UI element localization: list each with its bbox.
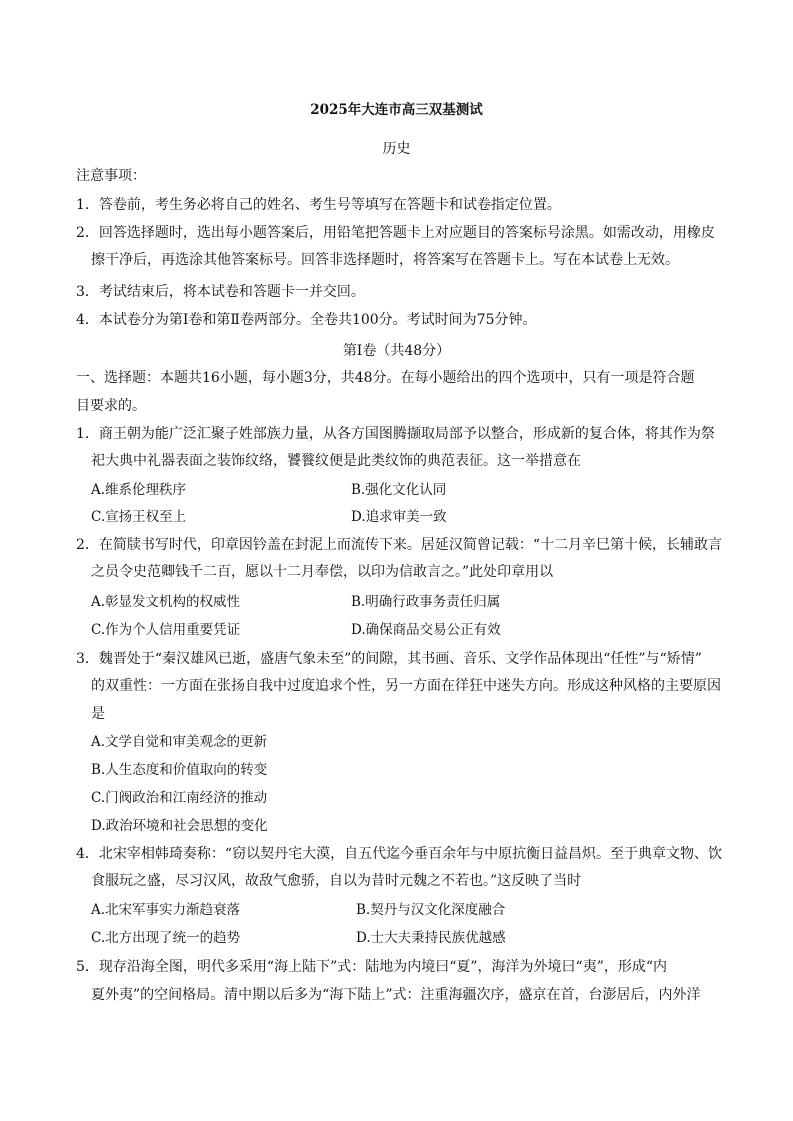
question-3-text: 是	[91, 706, 105, 722]
question-4-option-a: A.北宋军事实力渐趋衰落	[91, 902, 241, 918]
question-5-text: 5．现存沿海全图，明代多采用“海上陆下”式：陆地为内境曰“夏”，海洋为外境曰“夷”，形成“内	[76, 959, 668, 975]
question-4-option-d: D.士大夫秉持民族优越感	[356, 930, 506, 946]
question-1-text: 1．商王朝为能广泛汇聚子姓部族力量，从各方国图腾撷取局部予以整合，形成新的复合体，将其作为祭	[76, 426, 715, 442]
exam-title: 2025年大连市高三双基测试	[310, 102, 483, 118]
notes-heading: 注意事项：	[76, 168, 146, 184]
question-4-text: 食服玩之盛，尽习汉风，故敌气愈骄，自以为昔时元魏之不若也。”这反映了当时	[91, 873, 582, 889]
question-4-option-c: C.北方出现了统一的趋势	[91, 930, 241, 946]
question-1-option-c: C.宣扬王权至上	[91, 509, 187, 525]
note-line: 2．回答选择题时，选出每小题答案后，用铅笔把答题卡上对应题目的答案标号涂黑。如需改动，用橡皮	[76, 225, 715, 241]
question-5-text: 夏外夷”的空间格局。清中期以后多为“海下陆上”式：注重海疆次序，盛京在首，台澎居后，内外洋	[91, 987, 701, 1003]
question-2-text: 之员令史范卿钱千二百，愿以十二月奉偿，以印为信敢言之。”此处印章用以	[91, 564, 554, 580]
exam-subject: 历史	[382, 141, 411, 157]
question-2-option-b: B.明确行政事务责任归属	[351, 594, 501, 610]
note-line: 4．本试卷分为第Ⅰ卷和第Ⅱ卷两部分。全卷共100分。考试时间为75分钟。	[76, 312, 537, 328]
question-3-option-a: A.文学自觉和审美观念的更新	[91, 734, 268, 750]
question-4-text: 4．北宋宰相韩琦奏称：“窃以契丹宅大漠，自五代迄今垂百余年与中原抗衡日益昌炽。至于典章文物、饮	[76, 846, 723, 862]
question-1-option-b: B.强化文化认同	[351, 482, 447, 498]
section-heading: 第Ⅰ卷（共48分）	[342, 343, 451, 359]
question-3-text: 3．魏晋处于“秦汉雄风已逝，盛唐气象未至”的间隙，其书画、音乐、文学作品体现出“任性”与“矫情”	[76, 651, 702, 667]
question-1-option-a: A.维系伦理秩序	[91, 482, 187, 498]
question-2-option-d: D.确保商品交易公正有效	[351, 622, 501, 638]
note-line: 1．答卷前，考生务必将自己的姓名、考生号等填写在答题卡和试卷指定位置。	[76, 197, 561, 213]
note-line: 擦干净后，再选涂其他答案标号。回答非选择题时，将答案写在答题卡上。写在本试卷上无效。	[91, 252, 679, 268]
question-1-option-d: D.追求审美一致	[351, 509, 447, 525]
question-3-option-b: B.人生态度和价值取向的转变	[91, 762, 268, 778]
question-2-option-c: C.作为个人信用重要凭证	[91, 622, 241, 638]
section-intro: 目要求的。	[76, 398, 146, 414]
question-3-text: 的双重性：一方面在张扬自我中过度追求个性，另一方面在徉狂中迷失方向。形成这种风格的主要原因	[91, 678, 721, 694]
note-line: 3．考试结束后，将本试卷和答题卡一并交回。	[76, 284, 365, 300]
section-intro: 一、选择题：本题共16小题，每小题3分，共48分。在每小题给出的四个选项中，只有一项是符合题	[76, 370, 695, 386]
question-2-option-a: A.彰显发文机构的权威性	[91, 594, 241, 610]
question-3-option-d: D.政治环境和社会思想的变化	[91, 818, 268, 834]
question-2-text: 2．在简牍书写时代，印章因钤盖在封泥上而流传下来。居延汉简曾记载：“十二月辛巳第十候，长辅敢言	[76, 537, 723, 553]
question-3-option-c: C.门阀政治和江南经济的推动	[91, 790, 268, 806]
question-1-text: 祀大典中礼器表面之装饰纹络，饕餮纹便是此类纹饰的典范表征。这一举措意在	[91, 453, 581, 469]
question-4-option-b: B.契丹与汉文化深度融合	[356, 902, 506, 918]
